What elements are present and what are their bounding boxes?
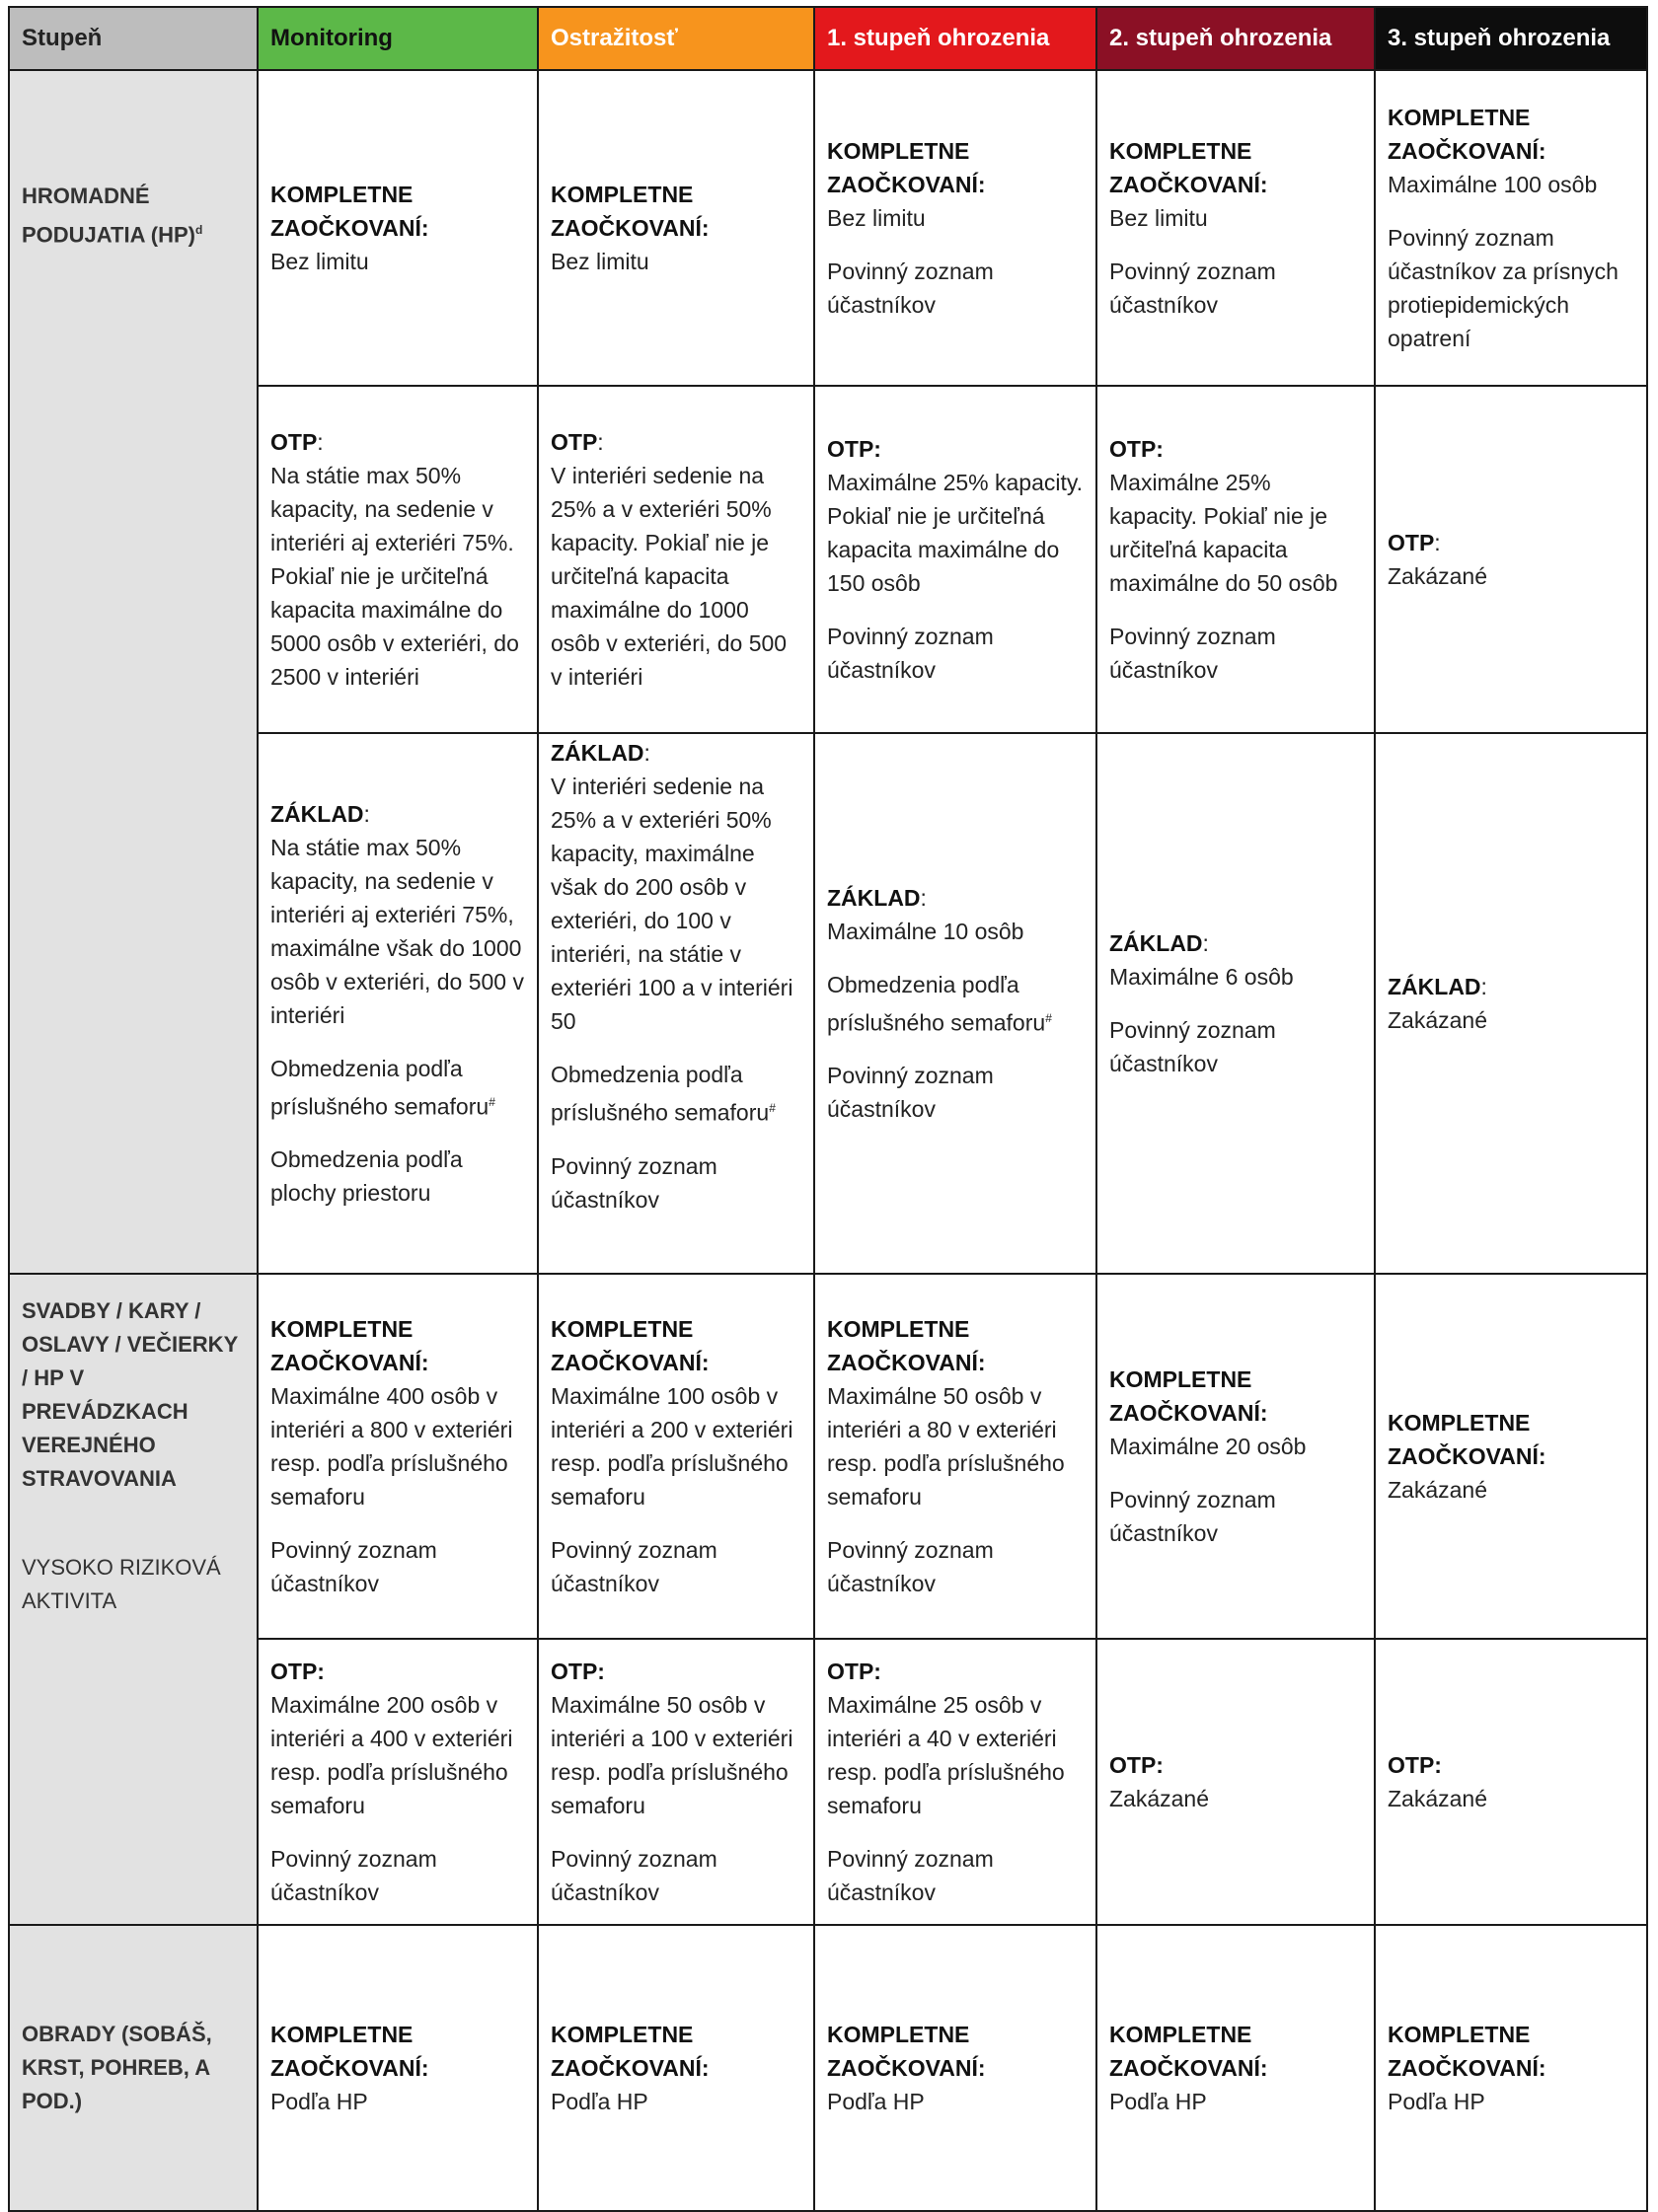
header-row xyxy=(9,7,1647,70)
cell-text: Obmedzenia podľa príslušného semaforu xyxy=(827,971,1046,1036)
cell-hp-kz-monitoring xyxy=(258,70,538,386)
cell-text: Maximálne 20 osôb xyxy=(1109,1434,1307,1459)
cell-text: Bez limitu xyxy=(551,249,649,274)
header-stupen-2: 2. stupeň ohrozenia xyxy=(1096,7,1375,70)
cell-label: OTP xyxy=(1109,436,1157,462)
cell-text: Maximálne 6 osôb xyxy=(1109,964,1294,990)
cell-label: KOMPLETNE ZAOČKOVANÍ: xyxy=(1388,105,1546,164)
footnote-mark: d xyxy=(195,223,203,237)
category-label: SVADBY / KARY / OSLAVY / VEČIERKY / HP V PREVÁDZKACH VEREJNÉHO STRAVOVANIA xyxy=(22,1298,238,1491)
cell-label: OTP xyxy=(827,436,874,462)
category-hromadne-podujatia xyxy=(9,70,258,1274)
cell-text: Zakázané xyxy=(1388,1786,1488,1811)
cell-text: Povinný zoznam účastníkov xyxy=(551,1537,717,1596)
cell-text: Maximálne 200 osôb v interiéri a 400 v exteriéri resp. podľa príslušného semaforu xyxy=(270,1692,513,1818)
cell-obrady-kz-stupen1 xyxy=(814,1925,1096,2211)
cell-svadby-otp-monitoring xyxy=(258,1639,538,1925)
header-monitoring: Monitoring xyxy=(258,7,538,70)
cell-label: OTP: xyxy=(551,1659,605,1684)
cell-text: Maximálne 10 osôb xyxy=(827,918,1024,944)
cell-text: Na státie max 50% kapacity, na sedenie v interiéri aj exteriéri 75%, maximálne však do 1000 osôb v exteriéri, do 500 v interiéri xyxy=(270,834,524,1028)
header-stupen-3: 3. stupeň ohrozenia xyxy=(1375,7,1647,70)
cell-label: OTP xyxy=(1388,530,1435,555)
cell-label: ZÁKLAD xyxy=(1109,930,1203,956)
footnote-mark: # xyxy=(489,1094,495,1109)
cell-label: KOMPLETNE ZAOČKOVANÍ: xyxy=(1388,2022,1546,2081)
cell-hp-zaklad-monitoring: ZÁKLAD: Na státie max 50% kapacity, na sedenie v interiéri aj exteriéri 75%, maximálne však do 1000 osôb v exteriéri, do 500 v interiéri Obmedzenia podľa príslušného semaforu# Obmedzenia podľa plochy priestoru xyxy=(258,733,538,1274)
cell-text: Obmedzenia podľa plochy priestoru xyxy=(270,1146,463,1207)
cell-label: KOMPLETNE ZAOČKOVANÍ: xyxy=(1109,2022,1268,2081)
cell-label: KOMPLETNE ZAOČKOVANÍ: xyxy=(827,2022,986,2081)
cell-svadby-otp-ostrazitost xyxy=(538,1639,814,1925)
cell-text: Povinný zoznam účastníkov xyxy=(1109,1017,1276,1076)
cell-text: Maximálne 100 osôb v interiéri a 200 v exteriéri resp. podľa príslušného semaforu xyxy=(551,1383,793,1510)
cell-svadby-kz-stupen1 xyxy=(814,1274,1096,1639)
covid-measures-table xyxy=(8,6,1648,2212)
cell-label: KOMPLETNE ZAOČKOVANÍ: xyxy=(827,1316,986,1375)
cell-text: Podľa HP xyxy=(270,2089,368,2114)
cell-obrady-kz-ostrazitost xyxy=(538,1925,814,2211)
cell-label: OTP xyxy=(551,429,598,455)
cell-svadby-otp-stupen1 xyxy=(814,1639,1096,1925)
cell-hp-zaklad-stupen1: ZÁKLAD: Maximálne 10 osôb Obmedzenia podľa príslušného semaforu# Povinný zoznam účastníkov xyxy=(814,733,1096,1274)
cell-text: V interiéri sedenie na 25% a v exteriéri 50% kapacity. Pokiaľ nie je určiteľná kapacita maximálne do 1000 osôb v exteriéri, do 500 v interiéri xyxy=(551,463,788,690)
cell-label: KOMPLETNE ZAOČKOVANÍ: xyxy=(551,1316,710,1375)
cell-text: Maximálne 50 osôb v interiéri a 80 v exteriéri resp. podľa príslušného semaforu xyxy=(827,1383,1065,1510)
cell-text: Podľa HP xyxy=(551,2089,648,2114)
cell-text: Povinný zoznam účastníkov xyxy=(1109,624,1276,683)
cell-text: Bez limitu xyxy=(270,249,369,274)
cell-text: V interiéri sedenie na 25% a v exteriéri 50% kapacity, maximálne však do 200 osôb v exteriéri, do 100 v interiéri, na státie v exteriéri 100 a v interiéri 50 xyxy=(551,774,793,1034)
cell-text: Obmedzenia podľa príslušného semaforu xyxy=(270,1055,490,1120)
risk-label: VYSOKO RIZIKOVÁ AKTIVITA xyxy=(22,1555,221,1613)
cell-text: Povinný zoznam účastníkov xyxy=(1109,1487,1276,1546)
cell-text: Podľa HP xyxy=(1388,2089,1485,2114)
cell-text: Maximálne 100 osôb xyxy=(1388,172,1598,197)
cell-label: KOMPLETNE ZAOČKOVANÍ: xyxy=(270,2022,429,2081)
cell-svadby-kz-stupen2 xyxy=(1096,1274,1375,1639)
cell-text: Zakázané xyxy=(1388,563,1488,589)
cell-label: OTP: xyxy=(827,1659,881,1684)
cell-text: Zakázané xyxy=(1109,1786,1210,1811)
category-obrady xyxy=(9,1925,258,2211)
cell-label: ZÁKLAD xyxy=(827,884,921,911)
cell-hp-otp-ostrazitost: OTP: V interiéri sedenie na 25% a v exteriéri 50% kapacity. Pokiaľ nie je určiteľná kapacita maximálne do 1000 osôb v exteriéri, do 500 v interiéri xyxy=(538,386,814,733)
cell-text: Zakázané xyxy=(1388,1477,1488,1503)
cell-hp-kz-stupen2 xyxy=(1096,70,1375,386)
cell-text: Povinný zoznam účastníkov xyxy=(1109,258,1276,318)
cell-svadby-kz-monitoring xyxy=(258,1274,538,1639)
cell-label: ZÁKLAD xyxy=(1388,974,1481,999)
cell-text: Maximálne 400 osôb v interiéri a 800 v exteriéri resp. podľa príslušného semaforu xyxy=(270,1383,513,1510)
cell-obrady-kz-stupen2 xyxy=(1096,1925,1375,2211)
cell-hp-zaklad-ostrazitost: ZÁKLAD: V interiéri sedenie na 25% a v exteriéri 50% kapacity, maximálne však do 200 osôb v exteriéri, do 100 v interiéri, na státie v exteriéri 100 a v interiéri 50 Obmedzenia podľa príslušného semaforu# Povinný zoznam účastníkov xyxy=(538,733,814,1274)
cell-text: Povinný zoznam účastníkov xyxy=(551,1846,717,1905)
cell-text: Povinný zoznam účastníkov xyxy=(827,1063,994,1123)
cell-label: KOMPLETNE ZAOČKOVANÍ: xyxy=(1109,138,1268,197)
cell-text: Povinný zoznam účastníkov xyxy=(270,1846,437,1905)
cell-label: KOMPLETNE ZAOČKOVANÍ: xyxy=(1109,1366,1268,1426)
cell-text: Bez limitu xyxy=(1109,205,1208,231)
cell-svadby-kz-stupen3 xyxy=(1375,1274,1647,1639)
cell-text: Maximálne 50 osôb v interiéri a 100 v exteriéri resp. podľa príslušného semaforu xyxy=(551,1692,793,1818)
cell-text: Povinný zoznam účastníkov za prísnych protiepidemických opatrení xyxy=(1388,225,1619,351)
header-ostrazitost: Ostražitosť xyxy=(538,7,814,70)
cell-obrady-kz-monitoring xyxy=(258,1925,538,2211)
cell-svadby-kz-ostrazitost xyxy=(538,1274,814,1639)
cell-label: KOMPLETNE ZAOČKOVANÍ: xyxy=(1388,1410,1546,1469)
cell-text: Zakázané xyxy=(1388,1007,1488,1033)
cell-hp-kz-ostrazitost xyxy=(538,70,814,386)
cell-label: KOMPLETNE ZAOČKOVANÍ: xyxy=(827,138,986,197)
cell-label: KOMPLETNE ZAOČKOVANÍ: xyxy=(270,182,429,241)
cell-svadby-otp-stupen3 xyxy=(1375,1639,1647,1925)
cell-text: Povinný zoznam účastníkov xyxy=(827,1846,994,1905)
cell-label: OTP xyxy=(270,429,318,455)
cell-hp-otp-stupen1: OTP: Maximálne 25% kapacity. Pokiaľ nie je určiteľná kapacita maximálne do 150 osôb Povinný zoznam účastníkov xyxy=(814,386,1096,733)
cell-hp-zaklad-stupen3: ZÁKLAD: Zakázané xyxy=(1375,733,1647,1274)
cell-hp-zaklad-stupen2: ZÁKLAD: Maximálne 6 osôb Povinný zoznam účastníkov xyxy=(1096,733,1375,1274)
cell-label: KOMPLETNE ZAOČKOVANÍ: xyxy=(270,1316,429,1375)
category-label: HROMADNÉ PODUJATIA (HP) xyxy=(22,184,195,248)
cell-text: Bez limitu xyxy=(827,205,926,231)
footnote-mark: # xyxy=(1045,1010,1052,1025)
category-label: OBRADY (SOBÁŠ, KRST, POHREB, A POD.) xyxy=(22,2022,212,2113)
cell-svadby-otp-stupen2 xyxy=(1096,1639,1375,1925)
category-svadby xyxy=(9,1274,258,1925)
cell-text: Povinný zoznam účastníkov xyxy=(270,1537,437,1596)
cell-obrady-kz-stupen3 xyxy=(1375,1925,1647,2211)
cell-text: Povinný zoznam účastníkov xyxy=(551,1152,717,1213)
cell-label: OTP: xyxy=(1388,1752,1442,1778)
cell-text: Povinný zoznam účastníkov xyxy=(827,624,994,683)
cell-text: Obmedzenia podľa príslušného semaforu xyxy=(551,1062,770,1126)
cell-label: ZÁKLAD xyxy=(551,740,644,766)
cell-hp-otp-stupen2: OTP: Maximálne 25% kapacity. Pokiaľ nie je určiteľná kapacita maximálne do 50 osôb Povinný zoznam účastníkov xyxy=(1096,386,1375,733)
header-stupen: Stupeň xyxy=(9,7,258,70)
cell-text: Maximálne 25% kapacity. Pokiaľ nie je určiteľná kapacita maximálne do 50 osôb xyxy=(1109,470,1338,596)
cell-text: Na státie max 50% kapacity, na sedenie v interiéri aj exteriéri 75%. Pokiaľ nie je určiteľná kapacita maximálne do 5000 osôb v exteriéri, do 2500 v interiéri xyxy=(270,463,519,690)
cell-text: Povinný zoznam účastníkov xyxy=(827,1537,994,1596)
cell-hp-otp-stupen3: OTP: Zakázané xyxy=(1375,386,1647,733)
cell-text: Povinný zoznam účastníkov xyxy=(827,258,994,318)
cell-text: Maximálne 25% kapacity. Pokiaľ nie je určiteľná kapacita maximálne do 150 osôb xyxy=(827,470,1084,596)
cell-hp-otp-monitoring: OTP: Na státie max 50% kapacity, na sedenie v interiéri aj exteriéri 75%. Pokiaľ nie je určiteľná kapacita maximálne do 5000 osôb v exteriéri, do 2500 v interiéri xyxy=(258,386,538,733)
cell-text: Maximálne 25 osôb v interiéri a 40 v exteriéri resp. podľa príslušného semaforu xyxy=(827,1692,1065,1818)
cell-label: OTP: xyxy=(270,1659,325,1684)
cell-text: Podľa HP xyxy=(827,2089,925,2114)
table-row xyxy=(9,1274,1647,1639)
table-row xyxy=(9,1925,1647,2211)
cell-hp-kz-stupen1 xyxy=(814,70,1096,386)
cell-text: Podľa HP xyxy=(1109,2089,1207,2114)
cell-label: KOMPLETNE ZAOČKOVANÍ: xyxy=(551,182,710,241)
cell-hp-kz-stupen3 xyxy=(1375,70,1647,386)
cell-label: ZÁKLAD xyxy=(270,800,364,827)
footnote-mark: # xyxy=(769,1101,776,1115)
cell-label: OTP: xyxy=(1109,1752,1164,1778)
cell-label: KOMPLETNE ZAOČKOVANÍ: xyxy=(551,2022,710,2081)
table-row xyxy=(9,70,1647,386)
header-stupen-1: 1. stupeň ohrozenia xyxy=(814,7,1096,70)
